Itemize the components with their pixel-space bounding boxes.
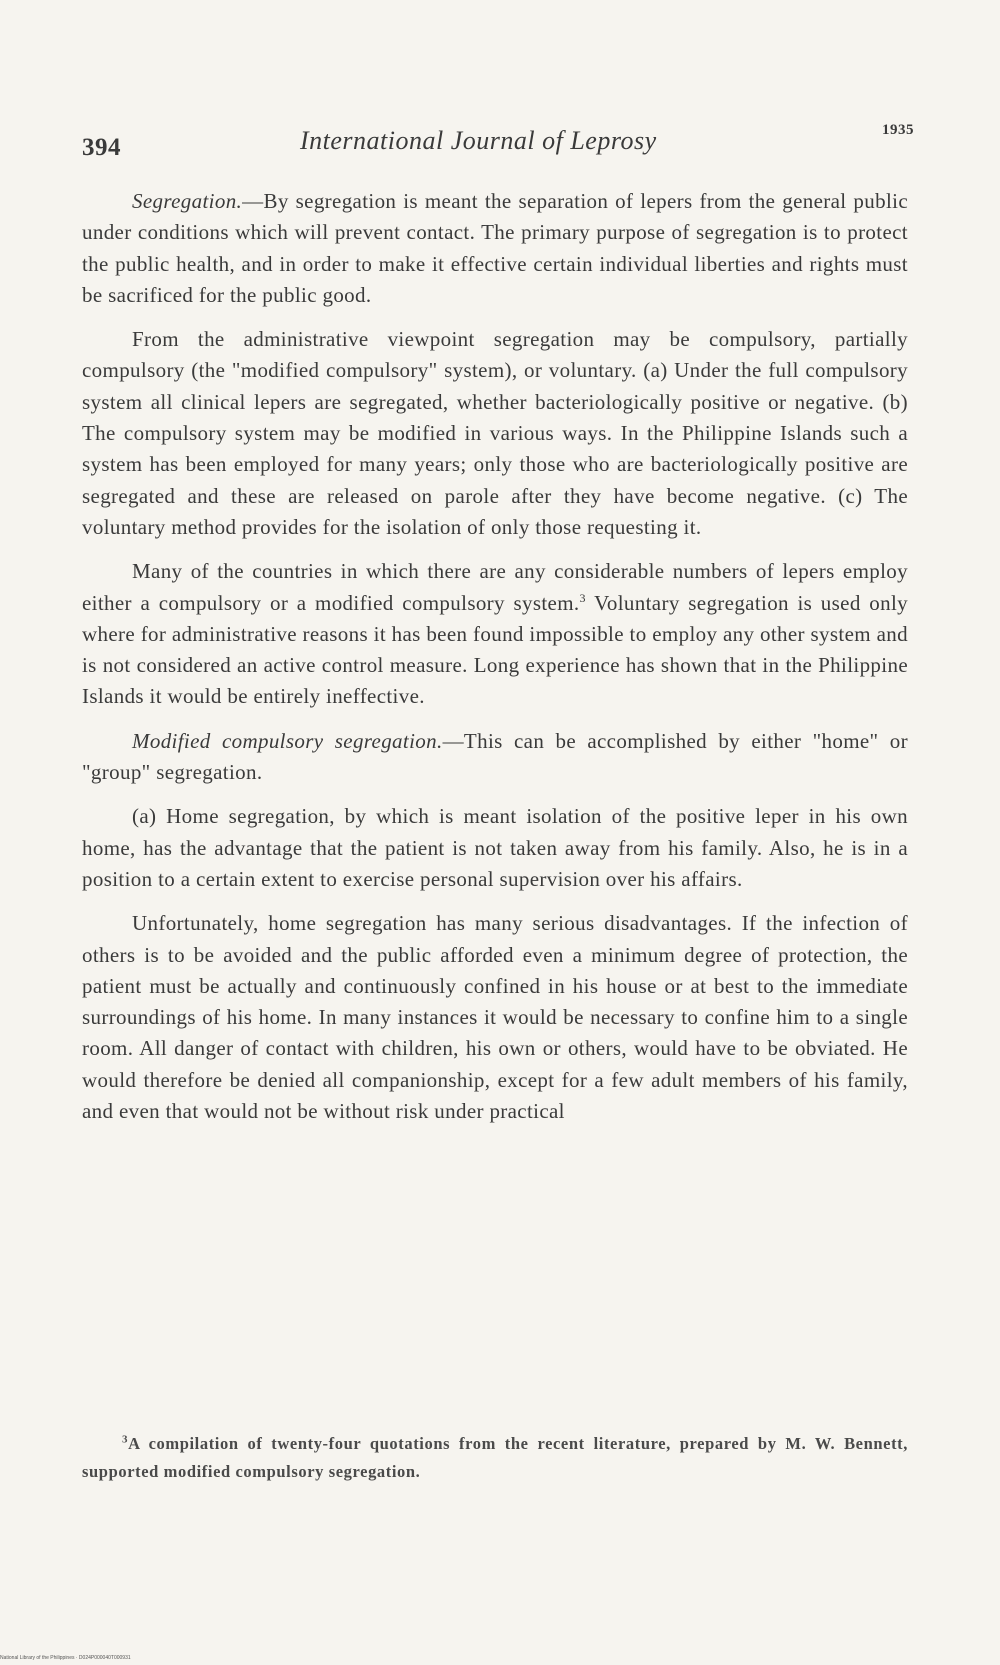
paragraph-text: Many of the countries in which there are any considerable numbers of lepers employ either a compulsory or a modified compulsory system. [82, 559, 908, 615]
paragraph-text: Unfortunately, home segregation has many serious disadvantages. If the infection of others is to be avoided and the public afforded even a minimum degree of protection, the patient must be actually and continuously confined in his house or at best to the immediate surroundings of his home. In many instances it would be necessary to confine him to a single room. All danger of contact with children, his own or others, would have to be obviated. He would therefore be denied all companionship, except for a few adult members of his family, and even that would not be without risk under practical [82, 911, 908, 1124]
body-text [82, 186, 908, 1140]
footnote-text: A compilation of twenty-four quotations from the recent literature, prepared by M. W. Bennett, supported modified compulsory segregation. [82, 1434, 908, 1481]
paragraph-lead: Modified compulsory segregation. [132, 728, 443, 753]
footnote-reference[interactable]: 3 [579, 590, 586, 605]
paragraph-text: From the administrative viewpoint segregation may be compulsory, partially compulsory (the "modified compulsory" system), or voluntary. (a) Under the full compulsory system all clinical lepers are segregated, whether bacteriologically positive or negative. (b) The compulsory system may be modified in various ways. In the Philippine Islands such a system has been employed for many years; only those who are bacteriologically positive are segregated and these are released on parole after they have become negative. (c) The voluntary method provides for the isolation of only those requesting it. [82, 327, 908, 539]
paragraph-lead: Segregation. [132, 189, 243, 213]
journal-title: International Journal of Leprosy [300, 126, 657, 155]
paragraph-administrative-viewpoint [82, 324, 908, 543]
paragraph-countries [82, 556, 908, 712]
paragraph-text: (a) Home segregation, by which is meant isolation of the positive leper in his own home, has the advantage that the patient is not taken away from his family. Also, he is in a position to a certain extent to exercise personal supervision over his affairs. [82, 804, 908, 891]
page-number: 394 [82, 134, 121, 161]
publication-year: 1935 [882, 122, 914, 138]
paragraph-disadvantages [82, 908, 908, 1127]
paragraph-home-segregation [82, 801, 908, 895]
footnote-mark: 3 [122, 1433, 129, 1446]
footnote [82, 1430, 908, 1486]
running-header [82, 122, 914, 162]
paragraph-modified-compulsory [82, 726, 908, 789]
paragraph-segregation [82, 186, 908, 311]
library-stamp: National Library of the Philippines · D024P000040T000931 [0, 1655, 131, 1661]
paragraph-text-continued: Voluntary segregation is used only where for administrative reasons it has been found impossible to employ any other system and is not considered an active control measure. Long experience has shown that in the Philippine Islands it would be entirely ineffective. [82, 590, 908, 709]
paragraph-text: —By segregation is meant the separation of lepers from the general public under conditions which will prevent contact. The primary purpose of segregation is to protect the public health, and in order to make it effective certain individual liberties and rights must be sacrificed for the public good. [82, 189, 908, 307]
paragraph-text: —This can be accomplished by either "home" or "group" segregation. [82, 728, 908, 785]
